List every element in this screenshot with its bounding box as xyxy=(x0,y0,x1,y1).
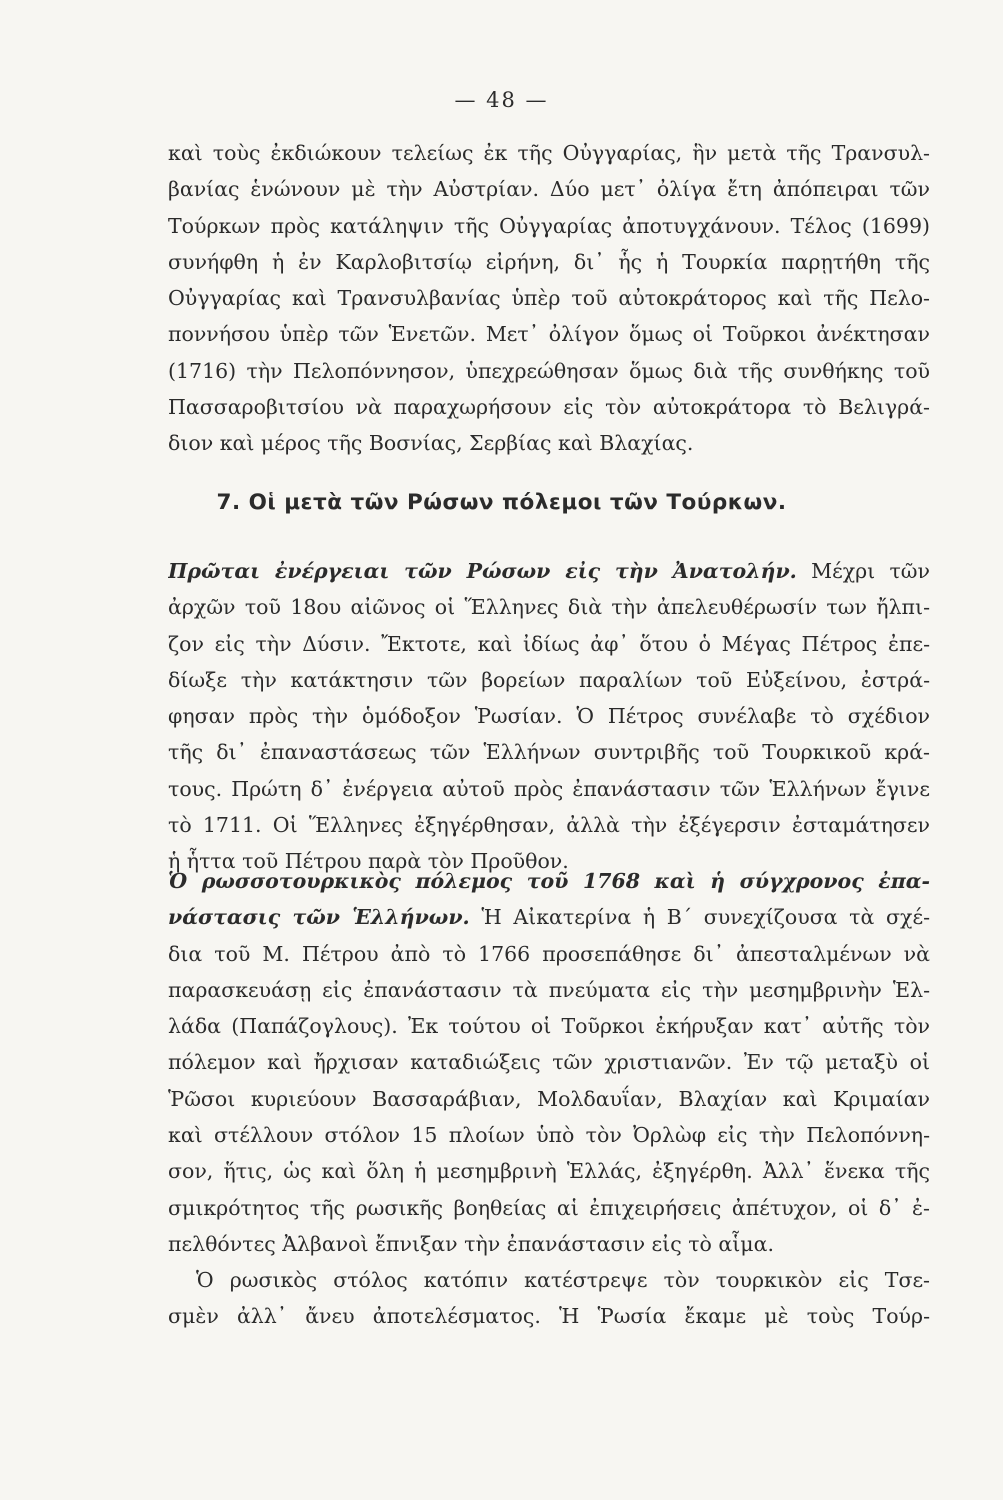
text-line: ποννήσου ὑπὲρ τῶν Ἑνετῶν. Μετ᾽ ὀλίγον ὅμως οἱ Τοῦρκοι ἀνέκτησαν xyxy=(168,322,930,347)
text-run: Ἡ Αἰκατερίνα ἡ Β΄ συνεχίζουσα τὰ σχέ- xyxy=(481,905,930,930)
text-line: λάδα (Παπάζογλους). Ἐκ τούτου οἱ Τοῦρκοι ἐκήρυξαν κατ᾽ αὐτῆς τὸν xyxy=(168,1014,930,1039)
text-line: (1716) τὴν Πελοπόννησον, ὑπεχρεώθησαν ὅμως διὰ τῆς συνθήκης τοῦ xyxy=(168,358,930,383)
text-line: σμὲν ἀλλ᾽ ἄνευ ἀποτελέσματος. Ἡ Ῥωσία ἔκαμε μὲ τοὺς Τούρ- xyxy=(168,1304,930,1329)
text-line: ἡ ἧττα τοῦ Πέτρου παρὰ τὸν Προῦθον. xyxy=(168,849,569,874)
section-heading: 7. Οἱ μετὰ τῶν Ρώσων πόλεμοι τῶν Τούρκων. xyxy=(216,490,787,515)
text-line: Τούρκων πρὸς κατάληψιν τῆς Οὐγγαρίας ἀποτυγχάνουν. Τέλος (1699) xyxy=(168,213,930,238)
text-line: σον, ἥτις, ὡς καὶ ὅλη ἡ μεσημβρινὴ Ἑλλάς, ἐξηγέρθη. Ἀλλ᾽ ἕνεκα τῆς xyxy=(168,1159,930,1184)
text-line: Ὁ ρωσικὸς στόλος κατόπιν κατέστρεψε τὸν τουρκικὸν εἰς Τσε- xyxy=(196,1268,930,1292)
text-line: τῆς δι᾽ ἐπαναστάσεως τῶν Ἑλλήνων συντριβῆς τοῦ Τουρκικοῦ κρά- xyxy=(168,740,930,765)
text-line: σμικρότητος τῆς ρωσικῆς βοηθείας αἱ ἐπιχειρήσεις ἀπέτυχον, οἱ δ᾽ ἐ- xyxy=(168,1195,930,1220)
paragraph-title: Πρῶται ἐνέργειαι τῶν Ρώσων εἰς τὴν Ἀνατολήν. xyxy=(168,559,797,583)
paragraph-2 xyxy=(168,553,930,880)
text-line xyxy=(168,863,930,899)
page-number: — 48 — xyxy=(454,88,549,112)
paragraph-1 xyxy=(168,135,930,462)
text-line: Οὐγγαρίας καὶ Τρανσυλβανίας ὑπὲρ τοῦ αὐτοκράτορος καὶ τῆς Πελο- xyxy=(168,286,930,311)
paragraph-3 xyxy=(168,863,930,1262)
text-line: Πασσαροβιτσίου νὰ παραχωρήσουν εἰς τὸν αὐτοκράτορα τὸ Βελιγρά- xyxy=(168,395,930,420)
paragraph-title: Ὁ ρωσσοτουρκικὸς πόλεμος τοῦ 1768 καὶ ἡ σύγχρονος ἐπα- xyxy=(168,869,930,893)
text-line xyxy=(168,553,930,589)
text-line: δίωξε τὴν κατάκτησιν τῶν βορείων παραλίων τοῦ Εὐξείνου, ἐστρά- xyxy=(168,667,930,692)
text-line: φησαν πρὸς τὴν ὁμόδοξον Ῥωσίαν. Ὁ Πέτρος συνέλαβε τὸ σχέδιον xyxy=(168,704,930,729)
text-line: Ῥῶσοι κυριεύουν Βασσαράβιαν, Μολδαυΐαν, Βλαχίαν καὶ Κριμαίαν xyxy=(168,1086,930,1111)
paragraph-4 xyxy=(168,1262,930,1335)
text-line: δια τοῦ Μ. Πέτρου ἀπὸ τὸ 1766 προσεπάθησε δι᾽ ἀπεσταλμένων νὰ xyxy=(168,941,930,966)
text-line: τὸ 1711. Οἱ Ἕλληνες ἐξηγέρθησαν, ἀλλὰ τὴν ἐξέγερσιν ἐσταμάτησεν xyxy=(168,813,930,838)
text-line: ἀρχῶν τοῦ 18ου αἰῶνος οἱ Ἕλληνες διὰ τὴν ἀπελευθέρωσίν των ἤλπι- xyxy=(168,595,930,620)
text-line: τους. Πρώτη δ᾽ ἐνέργεια αὐτοῦ πρὸς ἐπανάστασιν τῶν Ἑλλήνων ἔγινε xyxy=(168,776,930,801)
text-run: Μέχρι τῶν xyxy=(811,559,930,583)
text-line: διον καὶ μέρος τῆς Βοσνίας, Σερβίας καὶ Βλαχίας. xyxy=(168,431,694,456)
text-line: συνήφθη ἡ ἐν Καρλοβιτσίῳ εἰρήνη, δι᾽ ἧς ἡ Τουρκία παρῃτήθη τῆς xyxy=(168,249,930,274)
text-line: πόλεμον καὶ ἤρχισαν καταδιώξεις τῶν χριστιανῶν. Ἐν τῷ μεταξὺ οἱ xyxy=(168,1050,930,1075)
text-line: καὶ τοὺς ἐκδιώκουν τελείως ἐκ τῆς Οὐγγαρίας, ἣν μετὰ τῆς Τρανσυλ- xyxy=(168,141,930,165)
text-line: πελθόντες Ἀλβανοὶ ἔπνιξαν τὴν ἐπανάστασιν εἰς τὸ αἷμα. xyxy=(168,1231,774,1256)
text-line: ζον εἰς τὴν Δύσιν. Ἔκτοτε, καὶ ἰδίως ἀφ᾽ ὅτου ὁ Μέγας Πέτρος ἐπε- xyxy=(168,631,930,656)
text-line xyxy=(168,899,930,935)
text-line: καὶ στέλλουν στόλον 15 πλοίων ὑπὸ τὸν Ὀρλὼφ εἰς τὴν Πελοπόννη- xyxy=(168,1123,930,1148)
paragraph-title: νάστασις τῶν Ἑλλήνων. xyxy=(168,905,470,930)
text-line: παρασκευάσῃ εἰς ἐπανάστασιν τὰ πνεύματα εἰς τὴν μεσημβρινὴν Ἑλ- xyxy=(168,977,930,1002)
text-line: βανίας ἑνώνουν μὲ τὴν Αὐστρίαν. Δύο μετ᾽ ὀλίγα ἔτη ἀπόπειραι τῶν xyxy=(168,177,930,202)
